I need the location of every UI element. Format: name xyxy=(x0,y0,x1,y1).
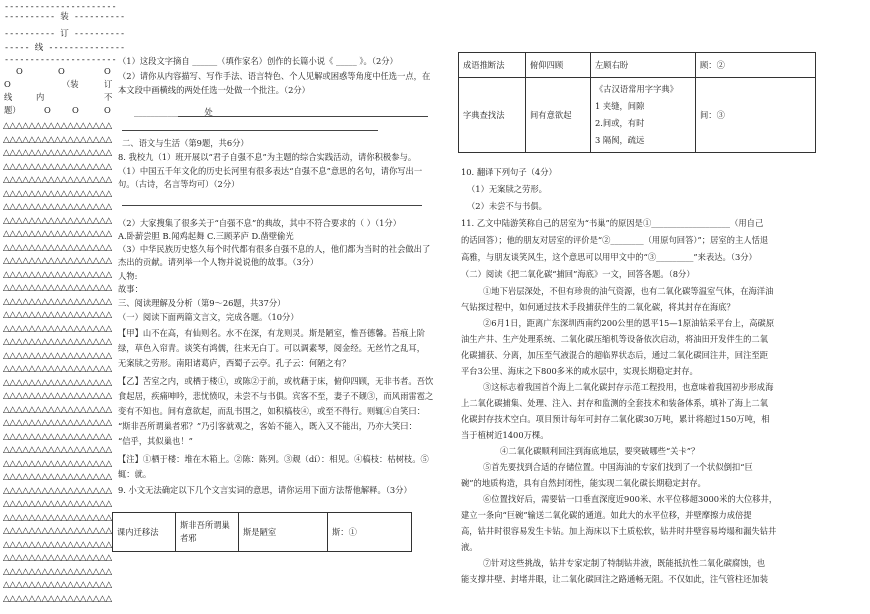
article-paragraph: 建立一条向“巨碗”输送二氧化碳的通道。如此大的水平位移，并壁摩擦力成倍提 xyxy=(461,510,752,520)
passage-yi: 变有不知也。间有意欲起，而乱书围之，如积槁枝④，或至不得行。则辄④自笑曰： xyxy=(118,406,425,416)
triangle-row: △△△△△△△△△△△△△△△△△ xyxy=(3,431,112,442)
margin-text-ti: 题） xyxy=(4,105,21,115)
passage-jia: 绿，草色入帘青。谈笑有鸿儒，往来无白丁。可以调素琴，阅金经。无丝竹之乱耳， xyxy=(118,343,425,353)
question-text: 高雅，与朋友谈笑风生，这个意思可以用甲文中的“③_________”来表达。（3分） xyxy=(461,252,757,262)
triangle-row: △△△△△△△△△△△△△△△△△ xyxy=(3,485,112,496)
question-text: 句。（古诗，名言等均可）（2分） xyxy=(118,179,240,189)
article-paragraph: ⑤首先要找到合适的存储位置。中国海油的专家们找到了一个状似倒扣“巨 xyxy=(483,462,753,472)
method-cell: 成语推断法 xyxy=(459,53,526,78)
article-paragraph: 高，钻井时很容易发生卡钻。加上海床以下土质松软，钻井时井壁容易垮塌和漏失钻井 xyxy=(461,526,777,536)
article-paragraph: ④二氧化碳顺利回注到海底地层，要突破哪些“关卡”？ xyxy=(500,446,700,456)
question-text: 9. 小文无法确定以下几个文言实词的意思，请你运用下面方法帮他解释。（3分） xyxy=(118,485,412,495)
triangle-row: △△△△△△△△△△△△△△△△△ xyxy=(3,188,112,199)
article-paragraph: ⑥位置找好后，需要钻一口垂直深度近900米、水平位移超3000米的大位移井， xyxy=(483,494,778,504)
margin-zhuang-line: ---------- 装 ---------- xyxy=(4,12,126,22)
triangle-row: △△△△△△△△△△△△△△△△△ xyxy=(3,526,112,536)
passage-yi: 【乙】苦室之内，或栖于楼①，或陈②于前，或枕藉于床，俯仰四顾，无非书者。吾饮 xyxy=(118,376,434,386)
triangle-row: △△△△△△△△△△△△△△△△△ xyxy=(3,161,112,172)
article-paragraph: 当于植树近1400万棵。 xyxy=(461,430,549,440)
triangle-row: △△△△△△△△△△△△△△△△△ xyxy=(3,310,112,320)
triangle-row: △△△△△△△△△△△△△△△△△ xyxy=(3,553,112,563)
answer-cell: 顾：② xyxy=(696,53,816,78)
question-text: 10. 翻译下列句子（4分） xyxy=(461,167,557,177)
triangle-row: △△△△△△△△△△△△△△△△△ xyxy=(3,202,112,212)
triangle-row: △△△△△△△△△△△△△△△△△ xyxy=(3,242,112,253)
method-cell: 课内迁移法 xyxy=(113,513,176,552)
triangle-row: △△△△△△△△△△△△△△△△△ xyxy=(3,134,112,145)
article-paragraph: 油生产井、生产处理系统、二氧化碳压缩机等设备依次启动，将油田开发伴生的二氧 xyxy=(461,334,768,344)
answer-line-rule xyxy=(122,130,378,131)
article-paragraph: 气钻探过程中，如何通过技术手段捕获伴生的二氧化碳，将其封存在海底？ xyxy=(461,302,735,312)
triangle-row: △△△△△△△△△△△△△△△△△ xyxy=(3,283,112,293)
margin-text-zhuang: （装 xyxy=(62,79,79,89)
question-text: （1）中国五千年文化的历史长河里有很多表达“自强不息”意思的名句，请你写出一 xyxy=(118,166,423,176)
answer-cell: 间：③ xyxy=(696,78,816,153)
part-title: （二）阅读《把二氧化碳“捕回”海底》一文，回答各题。（8分） xyxy=(461,269,695,279)
answer-line-rule xyxy=(178,116,428,117)
example-cell: 斯是陋室 xyxy=(239,513,328,552)
question-text: 11. 乙文中陆游笑称自己的居室为“书巢”的原因是①___________________（用自己 xyxy=(461,218,764,228)
article-paragraph: 化碳封存技术空白。项目预计每年可封存二氧化碳30万吨，累计将超过150万吨，相 xyxy=(461,414,770,424)
triangle-row: △△△△△△△△△△△△△△△△△ xyxy=(3,364,112,374)
margin-circle: O xyxy=(44,105,51,115)
dictionary-entry: 2.间或，有时 xyxy=(595,118,645,128)
question-text: （3）中华民族历史悠久每个时代都有很多自强不息的人，他们都为当时的社会做出了 xyxy=(118,244,431,254)
question-text: （1）无案牍之劳形。 xyxy=(467,184,547,194)
triangle-row: △△△△△△△△△△△△△△△△△ xyxy=(3,337,112,347)
triangle-row: △△△△△△△△△△△△△△△△△ xyxy=(3,445,112,455)
triangle-row: △△△△△△△△△△△△△△△△△ xyxy=(3,404,112,415)
article-paragraph: ⑦针对这些挑战，钻井专家定制了特制钻井液，既能抵抗性二氧化碳腐蚀，也 xyxy=(483,558,766,568)
triangle-row: △△△△△△△△△△△△△△△△△ xyxy=(3,499,112,509)
article-paragraph: ①地下岩层深处，不但有珍贵的油气资源，也有二氧化碳等温室气体，在海洋油 xyxy=(483,286,774,296)
passage-yi: “信乎，其似巢也！” xyxy=(118,436,193,446)
triangle-row: △△△△△△△△△△△△△△△△△ xyxy=(3,350,112,361)
triangle-row: △△△△△△△△△△△△△△△△△ xyxy=(3,566,112,577)
sentence-cell: 间有意欲起 xyxy=(526,78,591,153)
method-table-left xyxy=(112,512,412,552)
question-text: （2）请你从内容描写、写作手法、语言特色、个人见解或困惑等角度中任选一点，在 xyxy=(118,71,431,81)
triangle-row: △△△△△△△△△△△△△△△△△ xyxy=(3,121,112,131)
dictionary-cell xyxy=(591,78,696,153)
sentence-cell: 斯非吾所谓巢者邪 xyxy=(176,513,239,552)
section-title: 二、语文与生活（第9题，共6分） xyxy=(122,138,249,148)
margin-ding-line: ---------- 订 ---------- xyxy=(4,29,126,39)
triangle-row: △△△△△△△△△△△△△△△△△ xyxy=(3,377,112,388)
passage-yi: 食起居，疾痛呻吟，悲忧愤叹，未尝不与书俱。宾客不至，妻子不觌③，而风雨雷雹之 xyxy=(118,391,434,401)
triangle-row: △△△△△△△△△△△△△△△△△ xyxy=(3,512,112,523)
margin-circle: O xyxy=(104,66,111,76)
margin-circle: O xyxy=(72,105,79,115)
note-text: 【注】①栖于楼：堆在木箱上。②陈：陈列。③觌（dí）：相见。④槁枝：枯树枝。⑤ xyxy=(118,454,429,464)
triangle-row: △△△△△△△△△△△△△△△△△ xyxy=(3,539,112,550)
dictionary-title: 《古汉语常用字字典》 xyxy=(595,84,678,94)
triangle-row: △△△△△△△△△△△△△△△△△ xyxy=(3,256,112,266)
options-text: A.卧薪尝胆 B.闻鸡起舞 C.三顾茅庐 D.凿壁偷光 xyxy=(118,231,294,241)
margin-dash-line: ---------------------- xyxy=(4,2,117,12)
source-cell: 左顾右盼 xyxy=(591,53,696,78)
margin-circle: O xyxy=(104,105,111,115)
triangle-row: △△△△△△△△△△△△△△△△△ xyxy=(3,418,112,428)
passage-jia: 【甲】山不在高，有仙则名。水不在深，有龙则灵。斯是陋室，惟吾德馨。苔痕上阶 xyxy=(118,328,425,338)
margin-dash-line-2: ---------------------- xyxy=(4,55,117,65)
margin-xian-line: ----- 线 --------------- xyxy=(4,43,126,53)
triangle-row: △△△△△△△△△△△△△△△△△ xyxy=(3,391,112,401)
passage-jia: 无案牍之劳形。南阳诸葛庐，西蜀子云亭。孔子云：何陋之有？ xyxy=(118,358,351,368)
triangle-row: △△△△△△△△△△△△△△△△△ xyxy=(3,323,112,334)
article-paragraph: 碗”的地质构造，具有自然封闭性，能实现二氧化碳长期稳定封存。 xyxy=(461,478,706,488)
article-paragraph: 化碳捕获、分离，加压至气液混合的超临界状态后，通过二氧化碳回注井，回注至距 xyxy=(461,350,768,360)
note-text: 辄：就。 xyxy=(118,469,152,479)
triangle-row: △△△△△△△△△△△△△△△△△ xyxy=(3,269,112,280)
triangle-row: △△△△△△△△△△△△△△△△△ xyxy=(3,472,112,482)
triangle-row: △△△△△△△△△△△△△△△△△ xyxy=(3,148,112,158)
triangle-row: △△△△△△△△△△△△△△△△△ xyxy=(3,458,112,469)
answer-label: 故事： xyxy=(118,284,143,294)
method-cell: 字典查找法 xyxy=(459,78,526,153)
margin-circle: O xyxy=(4,79,11,89)
question-text: （1）这段文字摘自 ______（填作家名）创作的长篇小说《 _____ 》。（2分） xyxy=(118,56,398,66)
question-text: （2）大家搜集了很多关于“自强不息”的典故，其中不符合要求的（ ）（1分） xyxy=(118,218,402,228)
margin-text-nei: 内 xyxy=(36,92,45,102)
question-text: 杰出的贡献。请列举一个人物并说说他的故事。（3分） xyxy=(118,257,319,267)
article-paragraph: 液。 xyxy=(461,542,478,552)
answer-line-rule xyxy=(122,205,422,206)
method-table-right xyxy=(458,52,816,153)
dictionary-entry: 1 夹缝，间隙 xyxy=(595,101,645,111)
question-text: （2）未尝不与书俱。 xyxy=(467,201,547,211)
answer-label: 人物: xyxy=(118,271,138,281)
question-text: 本文段中画横线的两处任选一处做一个批注。（2分） xyxy=(118,85,310,95)
triangle-row: △△△△△△△△△△△△△△△△△ xyxy=(3,175,112,185)
margin-circle: O xyxy=(58,66,65,76)
part-title: （一）阅读下面两篇文言文，完成各题。（10分） xyxy=(118,312,299,322)
section-title: 三、阅读理解及分析（第9～26题，共37分） xyxy=(118,298,286,308)
triangle-row: △△△△△△△△△△△△△△△△△ xyxy=(3,215,112,226)
margin-circle: O xyxy=(16,66,23,76)
article-paragraph: 能支撑井壁、封堵井眼，让二氧化碳回注之路通畅无阻。不仅如此，注气管柱还加装 xyxy=(461,574,768,584)
triangle-row: △△△△△△△△△△△△△△△△△ xyxy=(3,593,112,604)
article-paragraph: 上二氧化碳捕集、处理、注入、封存和监测的全套技术和装备体系，填补了海上二氧 xyxy=(461,398,768,408)
triangle-row: △△△△△△△△△△△△△△△△△ xyxy=(3,229,112,239)
triangle-row: △△△△△△△△△△△△△△△△△ xyxy=(3,296,112,307)
article-paragraph: ②6月1日，距离广东深圳西南约200公里的恩平15—1原油钻采平台上，高碳原 xyxy=(483,318,775,328)
margin-text-ding: 订 xyxy=(104,79,113,89)
passage-yi: “斯非吾所谓巢者邪？”乃引客就观之，客始不能入，既入又不能出，乃亦大笑曰： xyxy=(118,421,417,431)
margin-text-xian: 线 xyxy=(4,92,13,102)
sentence-cell: 俯仰四顾 xyxy=(526,53,591,78)
triangle-row: △△△△△△△△△△△△△△△△△ xyxy=(3,580,112,590)
article-paragraph: ③这标志着我国首个海上二氧化碳封存示范工程投用，也意味着我国初步形成海 xyxy=(483,382,774,392)
question-text: 的话回答）；他的朋友对居室的评价是“②________（用原句回答）”；居室的主人恬退 xyxy=(461,235,769,245)
dictionary-entry: 3 隔阂，疏远 xyxy=(595,135,645,145)
answer-line: _________________处 xyxy=(134,107,213,117)
question-text: 8. 我校九（1）班开展以“君子自强不息”为主题的综合实践活动，请你积极参与。 xyxy=(118,152,417,162)
article-paragraph: 平台3公里、海床之下800多米的咸水层中，实现长期稳定封存。 xyxy=(461,366,698,376)
answer-cell: 斯：① xyxy=(328,513,412,552)
margin-text-bu: 不 xyxy=(104,92,113,102)
